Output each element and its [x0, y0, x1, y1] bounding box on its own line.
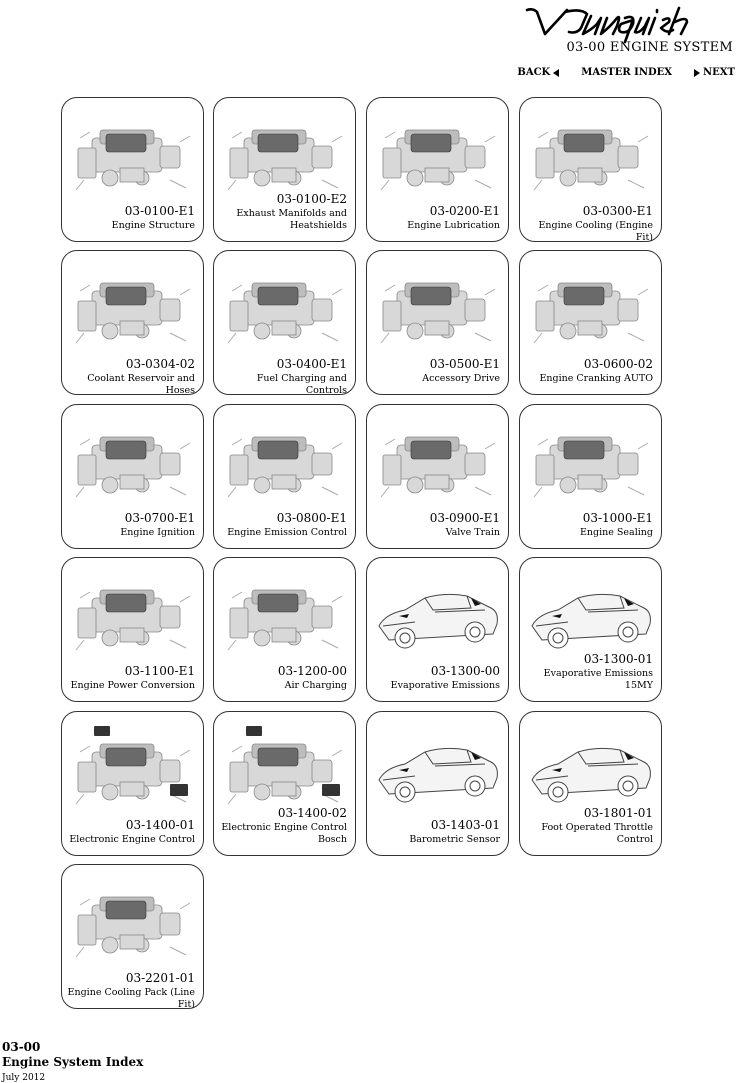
index-card-03-1403-01[interactable] [366, 711, 509, 856]
card-title-line: Fuel Charging and Controls [256, 373, 347, 396]
index-card-03-1400-02[interactable] [213, 711, 356, 856]
next-arrow-icon [694, 69, 700, 77]
back-label: BACK [517, 67, 551, 78]
card-title [63, 527, 195, 539]
master-index-link[interactable]: MASTER INDEX [581, 67, 673, 78]
card-title-line: 15MY [624, 680, 653, 691]
index-card-03-0600-02[interactable] [519, 250, 662, 395]
index-card-03-0300-E1[interactable] [519, 97, 662, 242]
card-title [521, 822, 653, 846]
index-card-03-0100-E2[interactable] [213, 97, 356, 242]
card-title-line: Engine Sealing [579, 527, 653, 538]
card-code: 03-1400-01 [125, 818, 195, 832]
card-title-line: Heatshields [289, 220, 347, 231]
engine-illustration [222, 722, 348, 817]
card-title-line: Engine Emission Control [227, 527, 347, 538]
card-title [368, 527, 500, 539]
card-title [215, 208, 347, 232]
car-illustration [375, 568, 501, 663]
card-title [215, 527, 347, 539]
card-title-line: Coolant Reservoir and Hoses [87, 373, 195, 396]
card-code: 03-0600-02 [583, 357, 653, 371]
footer-title: Engine System Index [2, 1055, 144, 1069]
index-card-03-0304-02[interactable] [61, 250, 204, 395]
card-code: 03-0400-E1 [276, 357, 347, 371]
engine-illustration [70, 108, 196, 203]
card-title-line: Control [616, 834, 653, 845]
card-code: 03-1400-02 [277, 806, 347, 820]
engine-illustration [70, 261, 196, 356]
card-title-line: Barometric Sensor [409, 834, 500, 845]
engine-illustration [70, 722, 196, 817]
next-link[interactable] [694, 67, 735, 78]
card-code: 03-2201-01 [125, 971, 195, 985]
card-code: 03-0304-02 [125, 357, 195, 371]
card-title-line: Valve Train [445, 527, 500, 538]
index-card-03-1200-00[interactable] [213, 557, 356, 702]
back-arrow-icon [553, 69, 559, 77]
card-title-line: Exhaust Manifolds and [236, 208, 347, 219]
card-code: 03-0800-E1 [276, 511, 347, 525]
card-title [63, 987, 195, 1011]
index-card-03-0200-E1[interactable] [366, 97, 509, 242]
card-code: 03-0500-E1 [429, 357, 500, 371]
index-card-03-0800-E1[interactable] [213, 404, 356, 549]
card-code: 03-0900-E1 [429, 511, 500, 525]
card-title-line: Electronic Engine Control [221, 822, 347, 833]
index-card-03-0100-E1[interactable] [61, 97, 204, 242]
card-title [368, 220, 500, 232]
footer-date: July 2012 [2, 1073, 46, 1083]
car-illustration [528, 722, 654, 817]
index-card-03-0500-E1[interactable] [366, 250, 509, 395]
card-title-line: Engine Lubrication [407, 220, 500, 231]
page-footer [2, 1040, 143, 1083]
card-title-line: Engine Power Conversion [70, 680, 195, 691]
card-title-line: Air Charging [284, 680, 347, 691]
card-title-line: Bosch [317, 834, 347, 845]
back-link[interactable] [517, 67, 559, 78]
card-title [368, 680, 500, 692]
section-title: 03-00 ENGINE SYSTEM [566, 40, 733, 55]
car-illustration [528, 568, 654, 663]
card-title-line: Engine Cranking AUTO [539, 373, 653, 384]
card-title [368, 373, 500, 385]
card-title-line: Engine Cooling Pack (Line Fit) [67, 987, 195, 1010]
card-code: 03-0700-E1 [124, 511, 195, 525]
engine-illustration [375, 108, 501, 203]
card-title [215, 373, 347, 397]
card-code: 03-0100-E1 [124, 204, 195, 218]
footer-section-code: 03-00 [2, 1040, 41, 1054]
vanquish-logo [521, 4, 731, 44]
index-card-03-1300-00[interactable] [366, 557, 509, 702]
card-code: 03-1300-01 [583, 652, 653, 666]
card-title [521, 668, 653, 692]
card-code: 03-1200-00 [277, 664, 347, 678]
card-code: 03-1100-E1 [124, 664, 195, 678]
index-card-03-1000-E1[interactable] [519, 404, 662, 549]
engine-illustration [222, 415, 348, 510]
card-title-line: Engine Structure [111, 220, 195, 231]
card-code: 03-1403-01 [430, 818, 500, 832]
index-card-03-0700-E1[interactable] [61, 404, 204, 549]
card-title [63, 834, 195, 846]
engine-illustration [222, 108, 348, 203]
card-title [521, 527, 653, 539]
index-card-03-0900-E1[interactable] [366, 404, 509, 549]
index-card-03-1100-E1[interactable] [61, 557, 204, 702]
card-title-line: Engine Cooling (Engine Fit) [538, 220, 653, 243]
card-title [215, 680, 347, 692]
card-title [521, 220, 653, 244]
next-label: NEXT [703, 67, 735, 78]
card-title [63, 680, 195, 692]
index-card-03-1300-01[interactable] [519, 557, 662, 702]
card-code: 03-0200-E1 [429, 204, 500, 218]
index-card-03-1801-01[interactable] [519, 711, 662, 856]
engine-illustration [375, 261, 501, 356]
index-card-03-1400-01[interactable] [61, 711, 204, 856]
engine-illustration [222, 568, 348, 663]
card-title [521, 373, 653, 385]
card-title [368, 834, 500, 846]
engine-illustration [375, 415, 501, 510]
card-code: 03-1000-E1 [582, 511, 653, 525]
engine-illustration [222, 261, 348, 356]
engine-illustration [528, 261, 654, 356]
card-code: 03-0100-E2 [276, 192, 347, 206]
index-card-03-0400-E1[interactable] [213, 250, 356, 395]
engine-illustration [528, 415, 654, 510]
card-title-line: Evaporative Emissions [543, 668, 653, 679]
navigation-bar [517, 67, 735, 78]
engine-illustration [70, 415, 196, 510]
card-title [215, 822, 347, 846]
card-code: 03-0300-E1 [582, 204, 653, 218]
card-title [63, 373, 195, 397]
card-title-line: Accessory Drive [422, 373, 500, 384]
card-title-line: Evaporative Emissions [390, 680, 500, 691]
engine-illustration [70, 568, 196, 663]
card-title-line: Engine Ignition [120, 527, 195, 538]
card-code: 03-1300-00 [430, 664, 500, 678]
card-title [63, 220, 195, 232]
engine-illustration [70, 875, 196, 970]
card-title-line: Foot Operated Throttle [541, 822, 653, 833]
card-title-line: Electronic Engine Control [69, 834, 195, 845]
card-code: 03-1801-01 [583, 806, 653, 820]
index-card-03-2201-01[interactable] [61, 864, 204, 1009]
engine-illustration [528, 108, 654, 203]
car-illustration [375, 722, 501, 817]
